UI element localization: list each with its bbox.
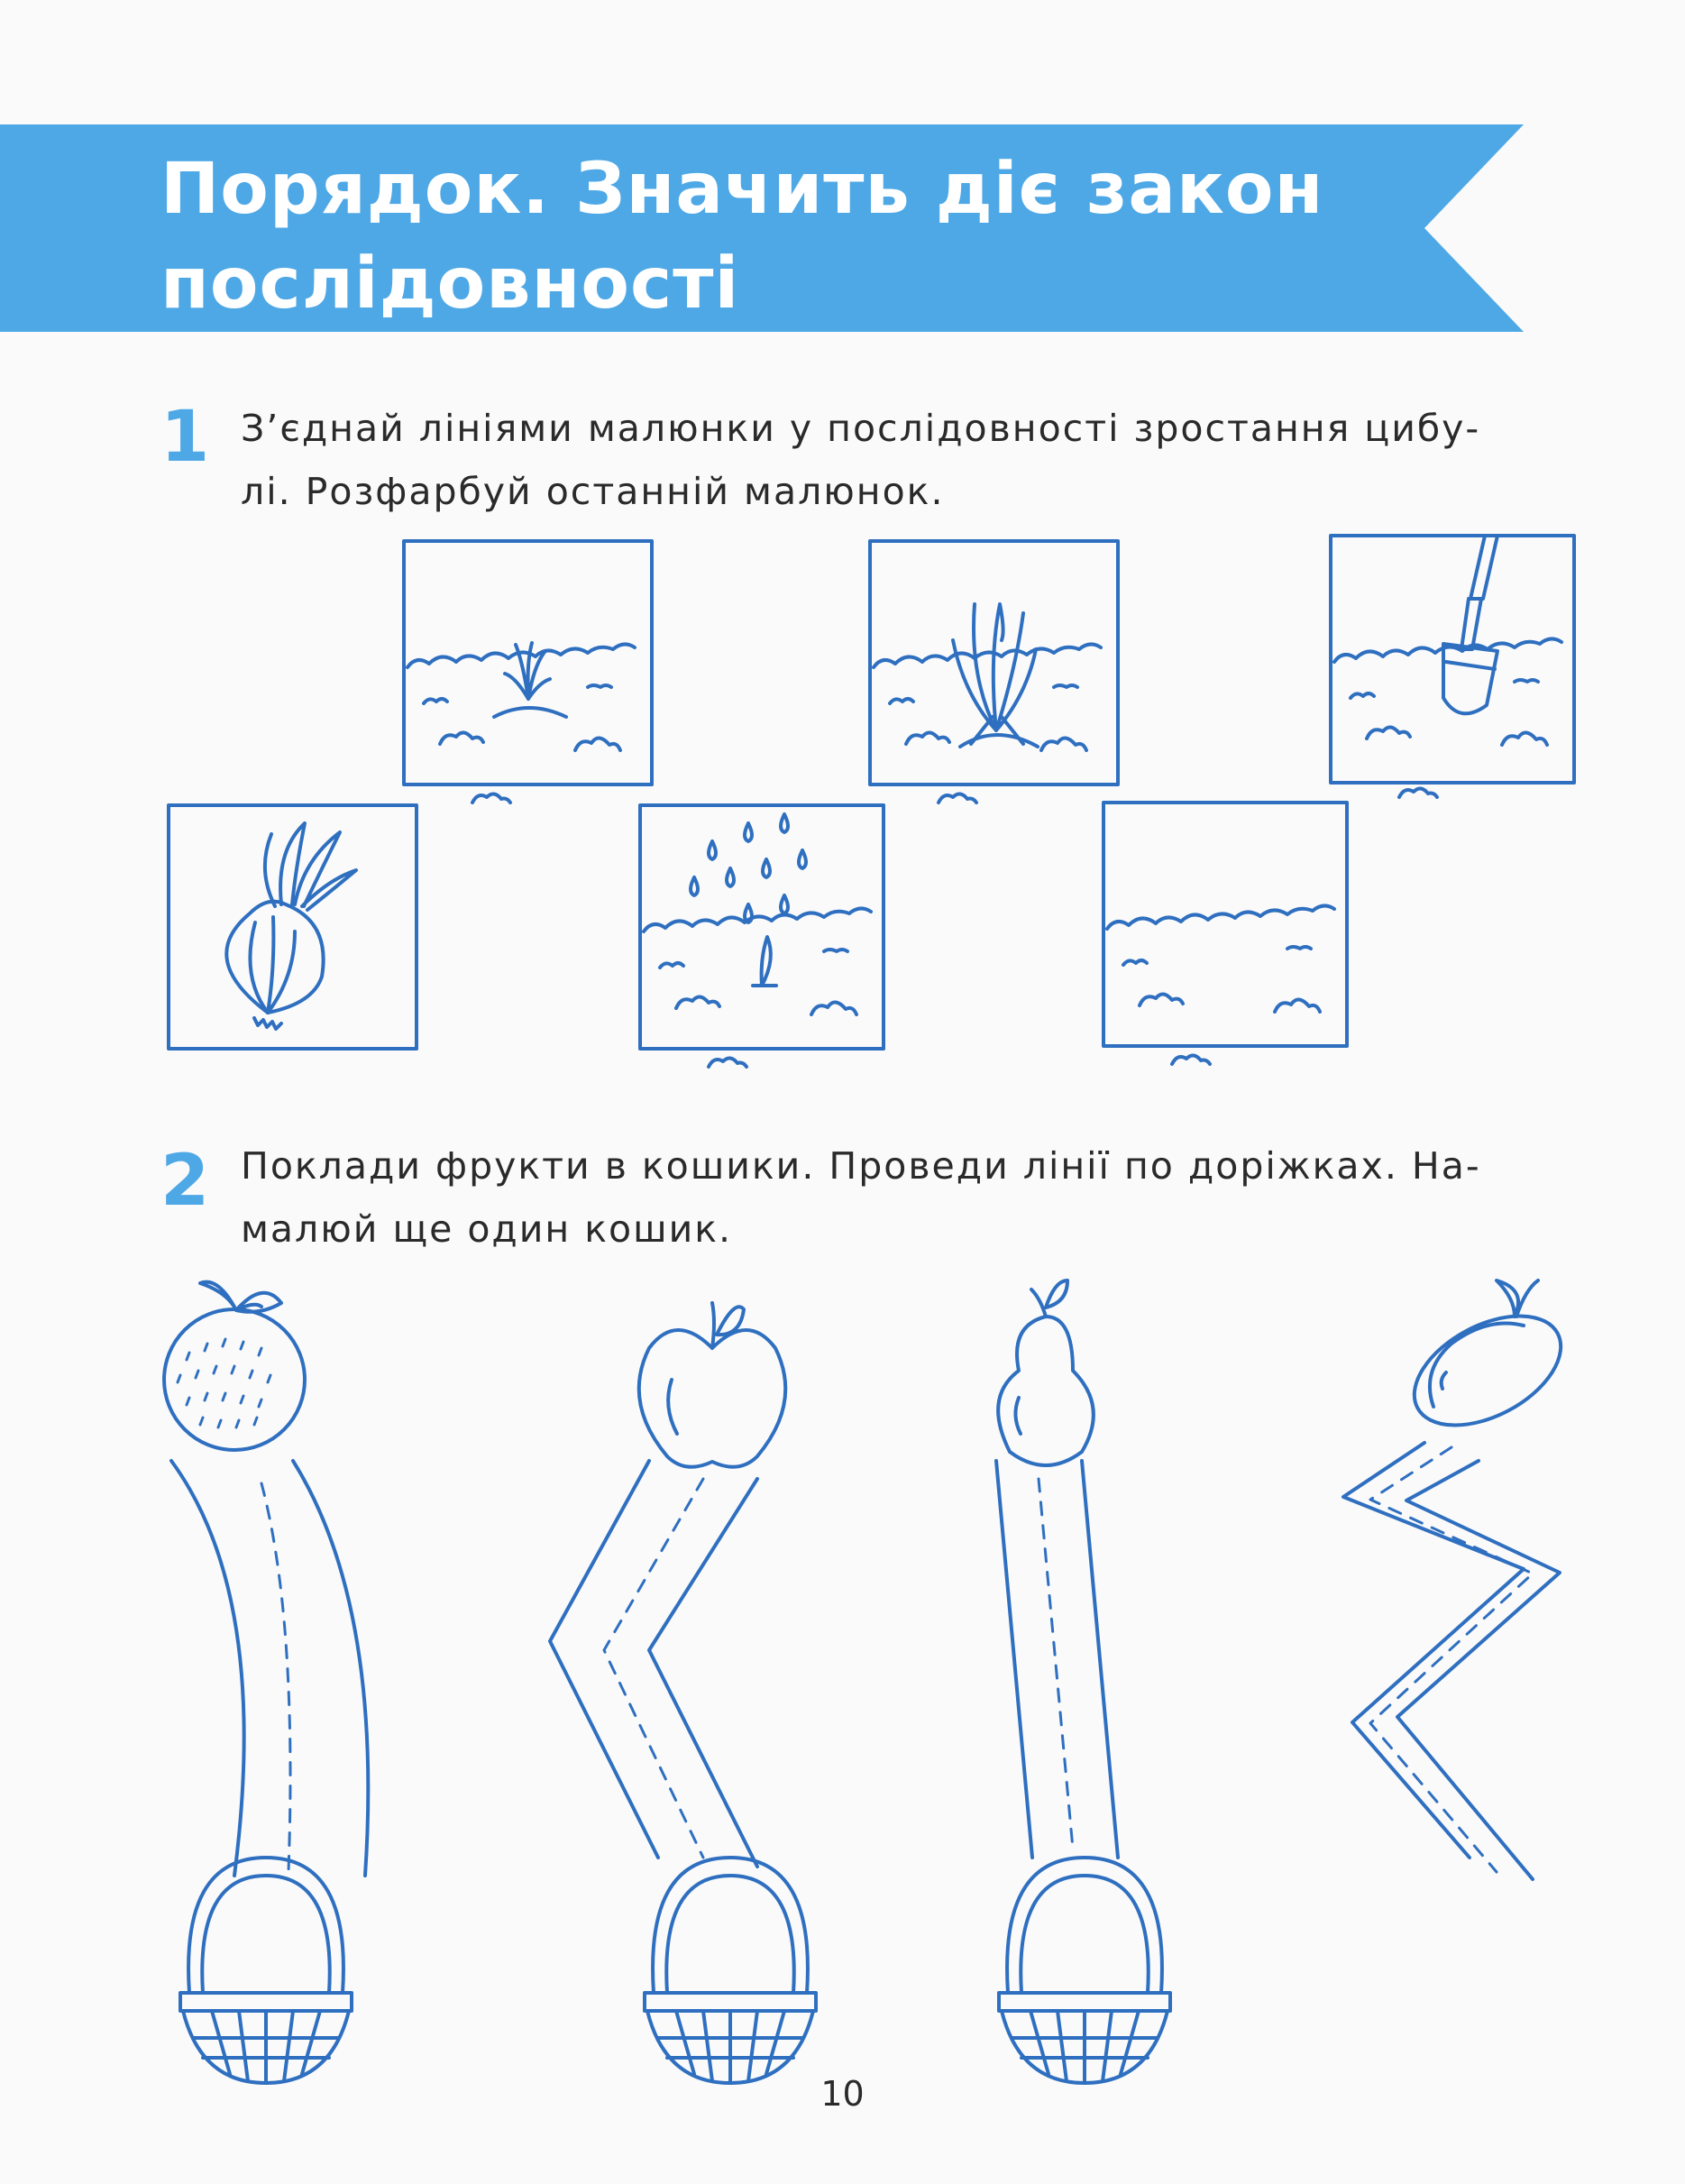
picture-rain-and-seedling[interactable] [640, 805, 884, 1067]
picture-empty-soil[interactable] [1103, 803, 1347, 1064]
path-to-pear-basket[interactable] [996, 1461, 1118, 1858]
path-to-orange-basket[interactable] [171, 1461, 368, 1876]
page-title-line-1: Порядок. Значить діє закон [160, 149, 1324, 230]
task-1-line-2: лі. Розфарбуй останній малюнок. [241, 470, 945, 513]
basket-3 [999, 1858, 1170, 2083]
basket-2 [645, 1858, 816, 2083]
task-2-line-2: малюй ще один кошик. [241, 1207, 733, 1251]
page-number: 10 [820, 2074, 865, 2114]
picture-tall-sprout[interactable] [870, 541, 1118, 803]
pear-icon [998, 1280, 1094, 1465]
path-to-apple-basket[interactable] [550, 1461, 757, 1867]
apple-icon [639, 1303, 786, 1467]
task-2-number: 2 [160, 1141, 210, 1222]
task-1-number: 1 [160, 397, 210, 478]
task-2-line-1: Поклади фрукти в кошики. Проведи лінії по доріжках. На- [241, 1144, 1481, 1188]
task-1-line-1: З’єднай лініями малюнки у послідовності зростання цибу- [241, 407, 1481, 450]
plum-icon [1397, 1280, 1579, 1447]
picture-shovel-digging[interactable] [1331, 536, 1574, 797]
task-2-instruction [241, 1134, 1575, 1261]
picture-small-sprout[interactable] [404, 541, 652, 803]
page-title-line-2: послідовності [160, 243, 740, 325]
path-to-plum-empty[interactable] [1343, 1443, 1560, 1879]
orange-icon [164, 1282, 305, 1450]
picture-grown-onion[interactable] [169, 805, 417, 1049]
basket-1 [180, 1858, 352, 2083]
